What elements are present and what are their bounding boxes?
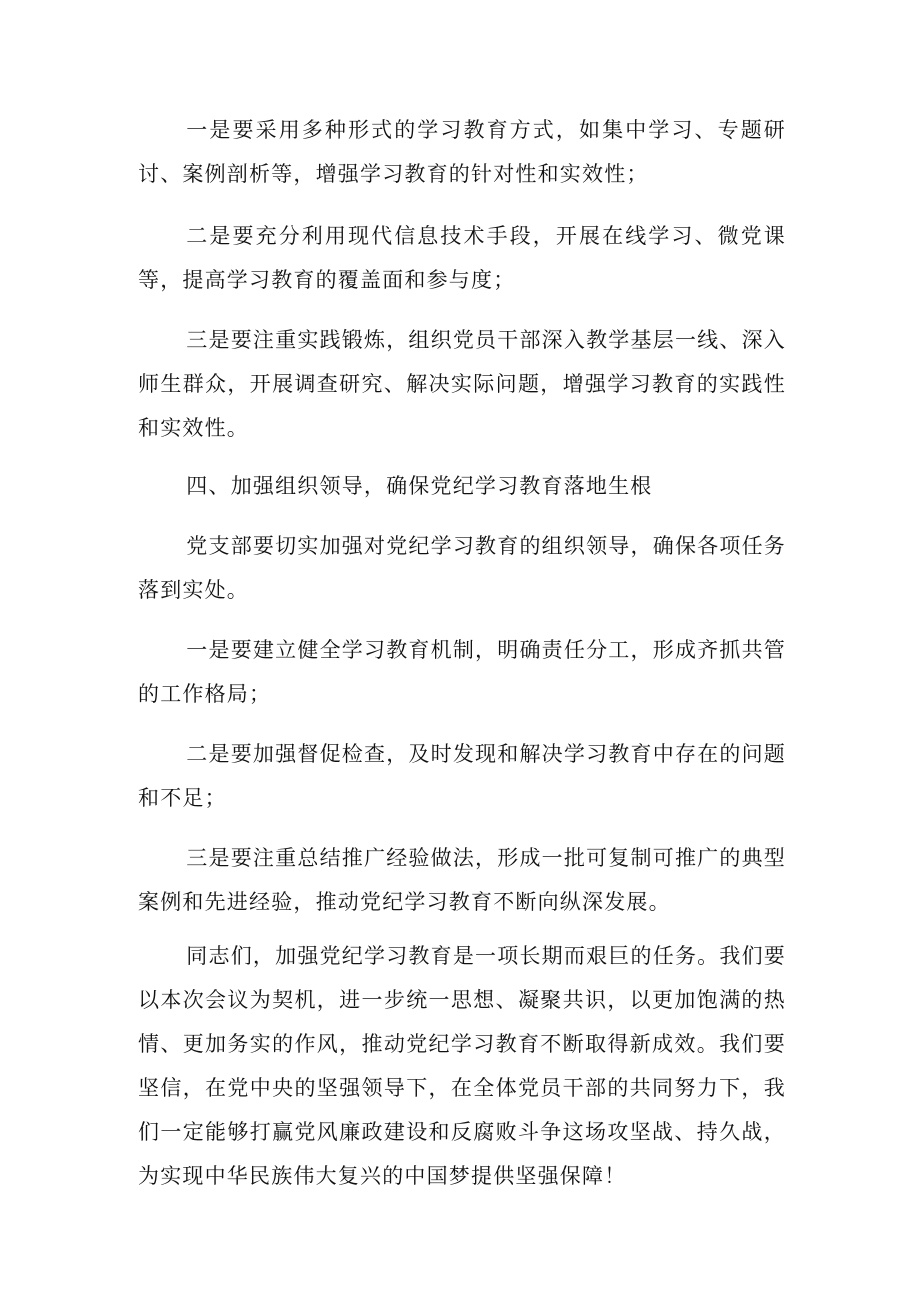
paragraph: 三是要注重实践锻炼，组织党员干部深入教学基层一线、深入师生群众，开展调查研究、解决实际问题，增强学习教育的实践性和实效性。 <box>138 328 786 440</box>
paragraph-2-block <box>138 214 786 302</box>
paragraph: 一是要建立健全学习教育机制，明确责任分工，形成齐抓共管的工作格局； <box>138 638 786 706</box>
paragraph-7-block <box>138 732 786 820</box>
paragraph-3-block <box>138 318 786 450</box>
section-heading-block <box>138 464 786 508</box>
paragraph: 二是要加强督促检查，及时发现和解决学习教育中存在的问题和不足； <box>138 742 786 810</box>
paragraph: 党支部要切实加强对党纪学习教育的组织领导，确保各项任务落到实处。 <box>138 534 786 602</box>
paragraph-5-block <box>138 524 786 612</box>
closing-paragraph: 同志们，加强党纪学习教育是一项长期而艰巨的任务。我们要以本次会议为契机，进一步统一思想、凝聚共识，以更加饱满的热情、更加务实的作风，推动党纪学习教育不断取得新成效。我们要坚信，在党中央的坚强领导下，在全体党员干部的共同努力下，我们一定能够打赢党风廉政建设和反腐败斗争这场攻坚战、持久战，为实现中华民族伟大复兴的中国梦提供坚强保障！ <box>138 944 786 1188</box>
paragraph-9-block <box>138 934 786 1198</box>
paragraph-6-block <box>138 628 786 716</box>
paragraph-8-block <box>138 836 786 924</box>
paragraph: 一是要采用多种形式的学习教育方式，如集中学习、专题研讨、案例剖析等，增强学习教育的针对性和实效性； <box>138 118 786 186</box>
paragraph: 二是要充分利用现代信息技术手段，开展在线学习、微党课等，提高学习教育的覆盖面和参与度； <box>138 224 786 292</box>
paragraph: 三是要注重总结推广经验做法，形成一批可复制可推广的典型案例和先进经验，推动党纪学习教育不断向纵深发展。 <box>138 846 786 914</box>
section-heading: 四、加强组织领导，确保党纪学习教育落地生根 <box>186 474 653 498</box>
paragraph-1-block <box>138 108 786 196</box>
